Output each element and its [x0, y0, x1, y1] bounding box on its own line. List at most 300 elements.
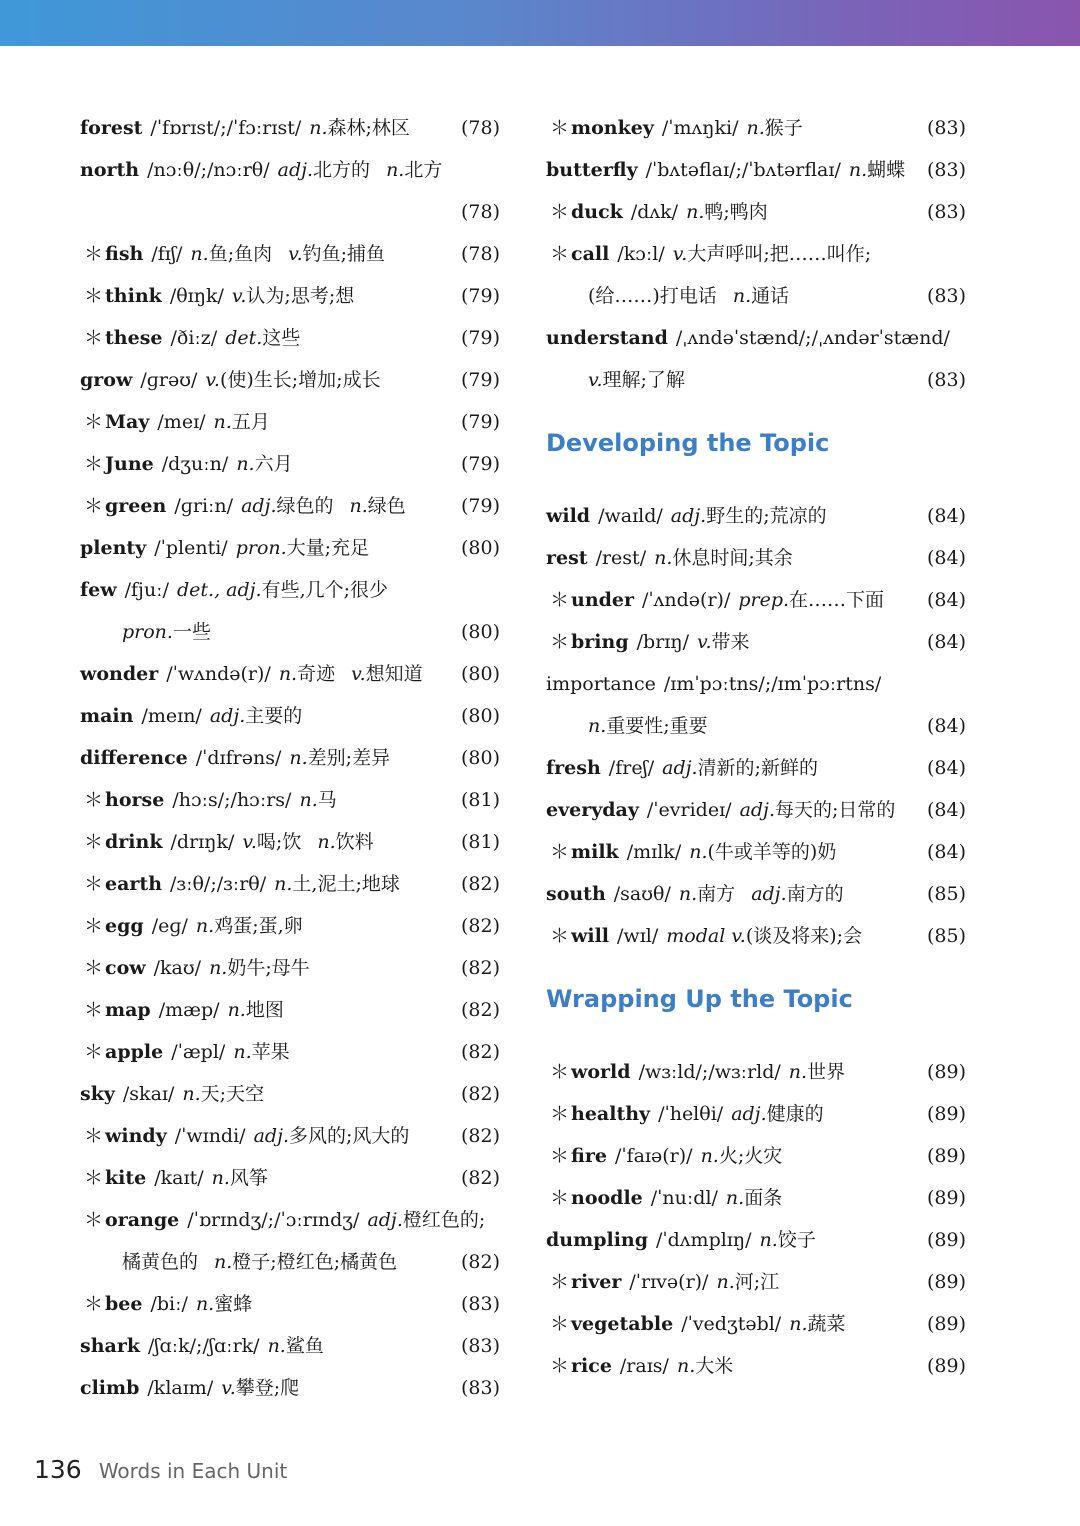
page-reference: (82)	[460, 1167, 500, 1189]
entry-text	[546, 537, 793, 579]
vocab-entry	[80, 1199, 500, 1241]
entry-word: main	[80, 705, 134, 727]
entry-word: dumpling	[546, 1229, 649, 1251]
entry-continuation	[546, 705, 966, 747]
part-of-speech: n.	[588, 715, 607, 737]
part-of-speech: n.	[227, 999, 246, 1021]
vocab-entry	[546, 107, 966, 149]
entry-text	[546, 1303, 846, 1345]
entry-phonetic: /ˈfaɪə(r)/	[614, 1145, 693, 1167]
entry-text	[546, 317, 958, 359]
entry-word: vegetable	[571, 1313, 674, 1335]
star-mark: ＊	[84, 327, 104, 349]
entry-word: plenty	[80, 537, 147, 559]
entry-word: world	[571, 1061, 631, 1083]
part-of-speech: v.	[231, 285, 247, 307]
entry-definition: 南方	[697, 883, 736, 905]
vocab-entry	[80, 737, 500, 779]
page-reference: (84)	[926, 757, 966, 779]
entry-text	[80, 569, 388, 611]
entry-phonetic: /ˈhelθi/	[658, 1103, 724, 1125]
right-column	[546, 107, 966, 1387]
part-of-speech: n.	[278, 663, 298, 685]
entry-text	[80, 401, 270, 443]
entry-phonetic: /rest/	[595, 547, 647, 569]
part-of-speech: n.	[209, 957, 228, 979]
entry-word: apple	[105, 1041, 164, 1063]
entry-definition: 面条	[744, 1187, 783, 1209]
vocab-entry	[80, 1115, 500, 1157]
entry-definition: 猴子	[764, 117, 803, 139]
page-reference: (80)	[460, 537, 500, 559]
entry-definition: 风筝	[229, 1167, 268, 1189]
entry-phonetic: /wɪl/	[617, 925, 659, 947]
entry-word: fresh	[546, 757, 601, 779]
entry-word: under	[571, 589, 635, 611]
page-reference: (83)	[926, 201, 966, 223]
entry-text	[122, 1241, 397, 1283]
entry-definition: 北方的	[313, 159, 371, 181]
entry-text	[80, 1073, 264, 1115]
entry-definition: 奇迹	[297, 663, 336, 685]
entry-text	[588, 705, 708, 747]
entry-definition: 橘黄色的	[122, 1251, 199, 1273]
vocab-entry	[80, 779, 500, 821]
entry-definition: 鲨鱼	[285, 1335, 324, 1357]
page-reference: (89)	[926, 1313, 966, 1335]
entry-phonetic: /ˈplenti/	[154, 537, 228, 559]
entry-definition: 橙子;橙红色;橘黄色	[232, 1251, 398, 1273]
star-mark: ＊	[550, 1271, 570, 1293]
entry-phonetic: /ɪmˈpɔːtns/;/ɪmˈpɔːrtns/	[663, 673, 882, 695]
entry-definition: 蝴蝶	[867, 159, 906, 181]
star-mark: ＊	[84, 243, 104, 265]
part-of-speech: n.	[386, 159, 405, 181]
vocab-entry	[80, 569, 500, 611]
star-mark: ＊	[550, 1061, 570, 1083]
part-of-speech: adj.	[253, 1125, 289, 1147]
vocab-entry	[546, 831, 966, 873]
entry-word: wonder	[80, 663, 159, 685]
vocab-entry	[546, 317, 966, 359]
star-mark: ＊	[550, 201, 570, 223]
star-mark: ＊	[84, 285, 104, 307]
entry-word: map	[105, 999, 151, 1021]
page-reference: (84)	[926, 589, 966, 611]
vocab-entry	[80, 989, 500, 1031]
star-mark: ＊	[84, 495, 104, 517]
part-of-speech: n.	[759, 1229, 778, 1251]
part-of-speech: adj.	[670, 505, 707, 527]
vocab-entry	[546, 495, 966, 537]
entry-word: duck	[571, 201, 623, 223]
part-of-speech: n.	[848, 159, 868, 181]
section-heading: Developing the Topic	[546, 429, 830, 457]
part-of-speech: n.	[700, 1145, 719, 1167]
part-of-speech: adj.	[241, 495, 277, 517]
page-reference: (89)	[926, 1271, 966, 1293]
part-of-speech: adj.	[209, 705, 246, 727]
entry-definition: 奶牛;母牛	[227, 957, 310, 979]
entry-phonetic: /ˈnuːdl/	[650, 1187, 718, 1209]
entry-definition: 休息时间;其余	[672, 547, 793, 569]
entry-definition: 蜜蜂	[214, 1293, 253, 1315]
vocab-entry	[546, 191, 966, 233]
page-reference: (79)	[460, 285, 500, 307]
vocab-entry	[80, 1031, 500, 1073]
vocab-entry	[546, 663, 966, 705]
vocab-entry	[546, 149, 966, 191]
part-of-speech: adj.	[731, 1103, 767, 1125]
vocab-entry	[546, 537, 966, 579]
entry-text	[80, 821, 374, 863]
entry-text	[80, 695, 302, 737]
entry-definition: 喝;饮	[256, 831, 302, 853]
entry-definition: 认为;思考;想	[246, 285, 355, 307]
page-reference: (80)	[460, 747, 500, 769]
entry-text	[546, 747, 818, 789]
entry-text	[546, 1135, 782, 1177]
entry-word: sky	[80, 1083, 115, 1105]
entry-phonetic: /ɡriːn/	[174, 495, 234, 517]
part-of-speech: adj.	[739, 799, 775, 821]
entry-definition: 健康的	[766, 1103, 824, 1125]
vocab-entry	[80, 821, 500, 863]
page-reference: (82)	[460, 1125, 500, 1147]
entry-text	[80, 107, 410, 149]
vocab-entry	[80, 149, 500, 191]
entry-text	[546, 831, 836, 873]
entry-text	[546, 1093, 824, 1135]
entry-definition: 鸡蛋;蛋,卵	[214, 915, 303, 937]
entry-word: difference	[80, 747, 188, 769]
entry-definition: 绿色的	[276, 495, 334, 517]
page-reference: (84)	[926, 715, 966, 737]
entry-word: rest	[546, 547, 588, 569]
part-of-speech: n.	[267, 1335, 286, 1357]
vocab-entry	[546, 621, 966, 663]
entry-phonetic: /ˈæpl/	[171, 1041, 226, 1063]
vocab-entry	[80, 863, 500, 905]
entry-definition: 多风的;风大的	[289, 1125, 410, 1147]
entry-phonetic: /klaɪm/	[147, 1377, 214, 1399]
entry-phonetic: /brɪŋ/	[636, 631, 690, 653]
part-of-speech: n.	[689, 841, 708, 863]
entry-word: butterfly	[546, 159, 638, 181]
entry-word: green	[105, 495, 167, 517]
vocab-entry	[80, 695, 500, 737]
star-mark: ＊	[84, 1209, 104, 1231]
entry-word: call	[571, 243, 610, 265]
vocab-entry	[546, 579, 966, 621]
entry-definition: 天;天空	[200, 1083, 265, 1105]
page-reference: (89)	[926, 1061, 966, 1083]
entry-word: river	[571, 1271, 622, 1293]
vocab-entry	[80, 1325, 500, 1367]
part-of-speech: n.	[716, 1271, 735, 1293]
entry-continuation	[546, 275, 966, 317]
page-reference: (79)	[460, 411, 500, 433]
part-of-speech: n.	[233, 1041, 252, 1063]
entry-phonetic: /ˈɒrɪndʒ/;/ˈɔːrɪndʒ/	[187, 1209, 360, 1231]
page-reference: (89)	[926, 1355, 966, 1377]
page-reference: (80)	[460, 663, 500, 685]
entry-phonetic: /mæp/	[158, 999, 220, 1021]
entry-definition: 河;江	[734, 1271, 780, 1293]
entry-text	[546, 1177, 782, 1219]
star-mark: ＊	[550, 1187, 570, 1209]
entry-word: May	[105, 411, 150, 433]
entry-phonetic: /dʌk/	[630, 201, 679, 223]
part-of-speech: n.	[309, 117, 328, 139]
entry-definition: 清新的;新鲜的	[697, 757, 818, 779]
entry-definition: 在……下面	[789, 589, 885, 611]
entry-word: bee	[105, 1293, 143, 1315]
entry-text	[80, 1031, 290, 1073]
entry-phonetic: /saʊθ/	[613, 883, 671, 905]
entry-word: bring	[571, 631, 629, 653]
part-of-speech: v.	[242, 831, 257, 853]
entry-definition: 饮料	[335, 831, 374, 853]
part-of-speech: pron.	[235, 537, 287, 559]
part-of-speech: det., adj.	[177, 579, 262, 601]
page-reference: (84)	[926, 799, 966, 821]
part-of-speech: prep.	[738, 589, 790, 611]
entry-phonetic: /ɡrəʊ/	[140, 369, 198, 391]
entry-phonetic: /ˈdɪfrəns/	[195, 747, 282, 769]
entry-definition: 五月	[231, 411, 270, 433]
vocab-entry	[80, 1367, 500, 1409]
page-reference: (78)	[460, 243, 500, 265]
page-reference: (83)	[926, 285, 966, 307]
star-mark: ＊	[550, 243, 570, 265]
star-mark: ＊	[84, 1167, 104, 1189]
vocab-entry	[80, 1283, 500, 1325]
entry-definition: 世界	[807, 1061, 846, 1083]
entry-phonetic: /mɪlk/	[626, 841, 682, 863]
page-reference: (85)	[926, 925, 966, 947]
page-reference: (89)	[926, 1103, 966, 1125]
entry-definition: 北方	[404, 159, 443, 181]
star-mark: ＊	[84, 957, 104, 979]
page-reference: (83)	[460, 1335, 500, 1357]
page-reference: (85)	[926, 883, 966, 905]
part-of-speech: v.	[205, 369, 220, 391]
entry-text	[546, 621, 750, 663]
page-reference: (83)	[926, 369, 966, 391]
page-reference: (79)	[460, 369, 500, 391]
entry-word: kite	[105, 1167, 147, 1189]
part-of-speech: adj.	[662, 757, 698, 779]
entry-word: orange	[105, 1209, 180, 1231]
page-reference: (78)	[460, 201, 500, 223]
entry-text	[80, 1157, 268, 1199]
section-heading: Wrapping Up the Topic	[546, 985, 853, 1013]
entry-word: few	[80, 579, 117, 601]
entry-phonetic: /ˈmʌŋki/	[661, 117, 739, 139]
entry-word: grow	[80, 369, 133, 391]
entry-text	[80, 863, 400, 905]
entry-text	[80, 905, 303, 947]
entry-phonetic: /ˈdʌmplɪŋ/	[656, 1229, 752, 1251]
entry-word: monkey	[571, 117, 654, 139]
top-color-band	[0, 0, 1080, 46]
part-of-speech: det.	[225, 327, 263, 349]
part-of-speech: v.	[588, 369, 603, 391]
page-reference: (79)	[460, 453, 500, 475]
part-of-speech: n.	[289, 747, 308, 769]
part-of-speech: pron.	[122, 621, 173, 643]
entry-word: importance	[546, 673, 656, 695]
entry-word: will	[571, 925, 610, 947]
entry-word: cow	[105, 957, 146, 979]
star-mark: ＊	[550, 117, 570, 139]
star-mark: ＊	[550, 841, 570, 863]
entry-text	[546, 579, 884, 621]
entry-definition: (牛或羊等的)奶	[707, 841, 837, 863]
entry-text	[546, 1051, 845, 1093]
entry-phonetic: /kaʊ/	[153, 957, 202, 979]
part-of-speech: n.	[654, 547, 673, 569]
page-reference: (89)	[926, 1229, 966, 1251]
vocab-entry	[546, 1177, 966, 1219]
part-of-speech: n.	[349, 495, 368, 517]
vocab-entry	[546, 873, 966, 915]
entry-phonetic: /eɡ/	[151, 915, 188, 937]
entry-definition: 钓鱼;捕鱼	[302, 243, 386, 265]
entry-phonetic: /ˈrɪvə(r)/	[629, 1271, 709, 1293]
part-of-speech: v.	[221, 1377, 236, 1399]
entry-word: everyday	[546, 799, 639, 821]
entry-definition: 绿色	[367, 495, 406, 517]
vocab-entry	[80, 107, 500, 149]
page-reference: (82)	[460, 1041, 500, 1063]
part-of-speech: n.	[213, 411, 232, 433]
entry-phonetic: /ˈevrideɪ/	[646, 799, 732, 821]
entry-text	[80, 1367, 299, 1409]
entry-phonetic: /fɪʃ/	[151, 243, 183, 265]
page-reference: (82)	[460, 957, 500, 979]
part-of-speech: n.	[678, 883, 698, 905]
star-mark: ＊	[84, 999, 104, 1021]
entry-phonetic: /ɜːθ/;/ɜːrθ/	[170, 873, 267, 895]
entry-definition: (谈及将来);会	[745, 925, 863, 947]
entry-text	[588, 275, 789, 317]
part-of-speech: modal v.	[666, 925, 746, 947]
entry-text	[80, 947, 310, 989]
entry-phonetic: /ˈwʌndə(r)/	[166, 663, 271, 685]
entry-word: fish	[105, 243, 144, 265]
page-reference: (82)	[460, 915, 500, 937]
part-of-speech: n.	[676, 1355, 696, 1377]
entry-definition: 苹果	[251, 1041, 290, 1063]
entry-text	[546, 149, 905, 191]
entry-word: drink	[105, 831, 163, 853]
part-of-speech: v.	[351, 663, 366, 685]
star-mark: ＊	[550, 1145, 570, 1167]
part-of-speech: v.	[288, 243, 303, 265]
part-of-speech: adj.	[367, 1209, 403, 1231]
entry-definition: 南方的	[786, 883, 844, 905]
entry-word: rice	[571, 1355, 612, 1377]
star-mark: ＊	[84, 411, 104, 433]
star-mark: ＊	[84, 1293, 104, 1315]
entry-phonetic: /ˌʌndəˈstænd/;/ˌʌndərˈstænd/	[675, 327, 950, 349]
page-reference: (79)	[460, 327, 500, 349]
entry-word: climb	[80, 1377, 140, 1399]
vocab-entry	[80, 401, 500, 443]
star-mark: ＊	[550, 589, 570, 611]
entry-word: understand	[546, 327, 668, 349]
page-reference: (82)	[460, 999, 500, 1021]
entry-word: shark	[80, 1335, 140, 1357]
entry-word: these	[105, 327, 163, 349]
entry-word: noodle	[571, 1187, 643, 1209]
entry-text	[546, 1345, 733, 1387]
entry-definition: 六月	[254, 453, 293, 475]
entry-phonetic: /meɪn/	[141, 705, 202, 727]
entry-text	[80, 149, 442, 191]
page-reference: (78)	[460, 117, 500, 139]
star-mark: ＊	[84, 873, 104, 895]
part-of-speech: n.	[274, 873, 293, 895]
part-of-speech: v.	[672, 243, 688, 265]
vocab-entry	[546, 233, 966, 275]
star-mark: ＊	[84, 915, 104, 937]
part-of-speech: n.	[236, 453, 255, 475]
entry-phonetic: /ʃɑːk/;/ʃɑːrk/	[148, 1335, 260, 1357]
entry-definition: 鸭;鸭肉	[704, 201, 768, 223]
page-reference: (82)	[460, 873, 500, 895]
entry-phonetic: /nɔːθ/;/nɔːrθ/	[147, 159, 270, 181]
page-reference: (83)	[460, 1377, 500, 1399]
entry-phonetic: /raɪs/	[619, 1355, 669, 1377]
vocab-entry	[80, 905, 500, 947]
entry-phonetic: /fjuː/	[124, 579, 169, 601]
entry-phonetic: /meɪ/	[157, 411, 206, 433]
entry-continuation	[546, 359, 966, 401]
entry-text	[80, 275, 354, 317]
vocab-entry	[80, 1157, 500, 1199]
entry-word: milk	[571, 841, 619, 863]
entry-text	[588, 359, 685, 401]
entry-phonetic: /kaɪt/	[154, 1167, 204, 1189]
left-column	[80, 107, 500, 1409]
page-reference: (82)	[460, 1251, 500, 1273]
vocab-entry	[546, 789, 966, 831]
entry-definition: 理解;了解	[602, 369, 685, 391]
vocab-entry	[546, 1345, 966, 1387]
entry-text	[546, 233, 871, 275]
part-of-speech: n.	[214, 1251, 233, 1273]
part-of-speech: n.	[190, 243, 209, 265]
entry-phonetic: /ˈbʌtəflaɪ/;/ˈbʌtərflaɪ/	[645, 159, 841, 181]
page-reference: (82)	[460, 1083, 500, 1105]
entry-word: wild	[546, 505, 591, 527]
page-reference: (84)	[926, 631, 966, 653]
entry-word: June	[105, 453, 154, 475]
entry-word: healthy	[571, 1103, 651, 1125]
entry-definition: 通话	[751, 285, 790, 307]
entry-text	[546, 495, 827, 537]
entry-definition: 森林;林区	[327, 117, 410, 139]
entry-definition: 主要的	[245, 705, 303, 727]
entry-phonetic: /waɪld/	[598, 505, 663, 527]
entry-definition: 每天的;日常的	[774, 799, 896, 821]
entry-definition: (给……)打电话	[588, 285, 717, 307]
part-of-speech: n.	[732, 285, 752, 307]
entry-phonetic: /skaɪ/	[122, 1083, 175, 1105]
